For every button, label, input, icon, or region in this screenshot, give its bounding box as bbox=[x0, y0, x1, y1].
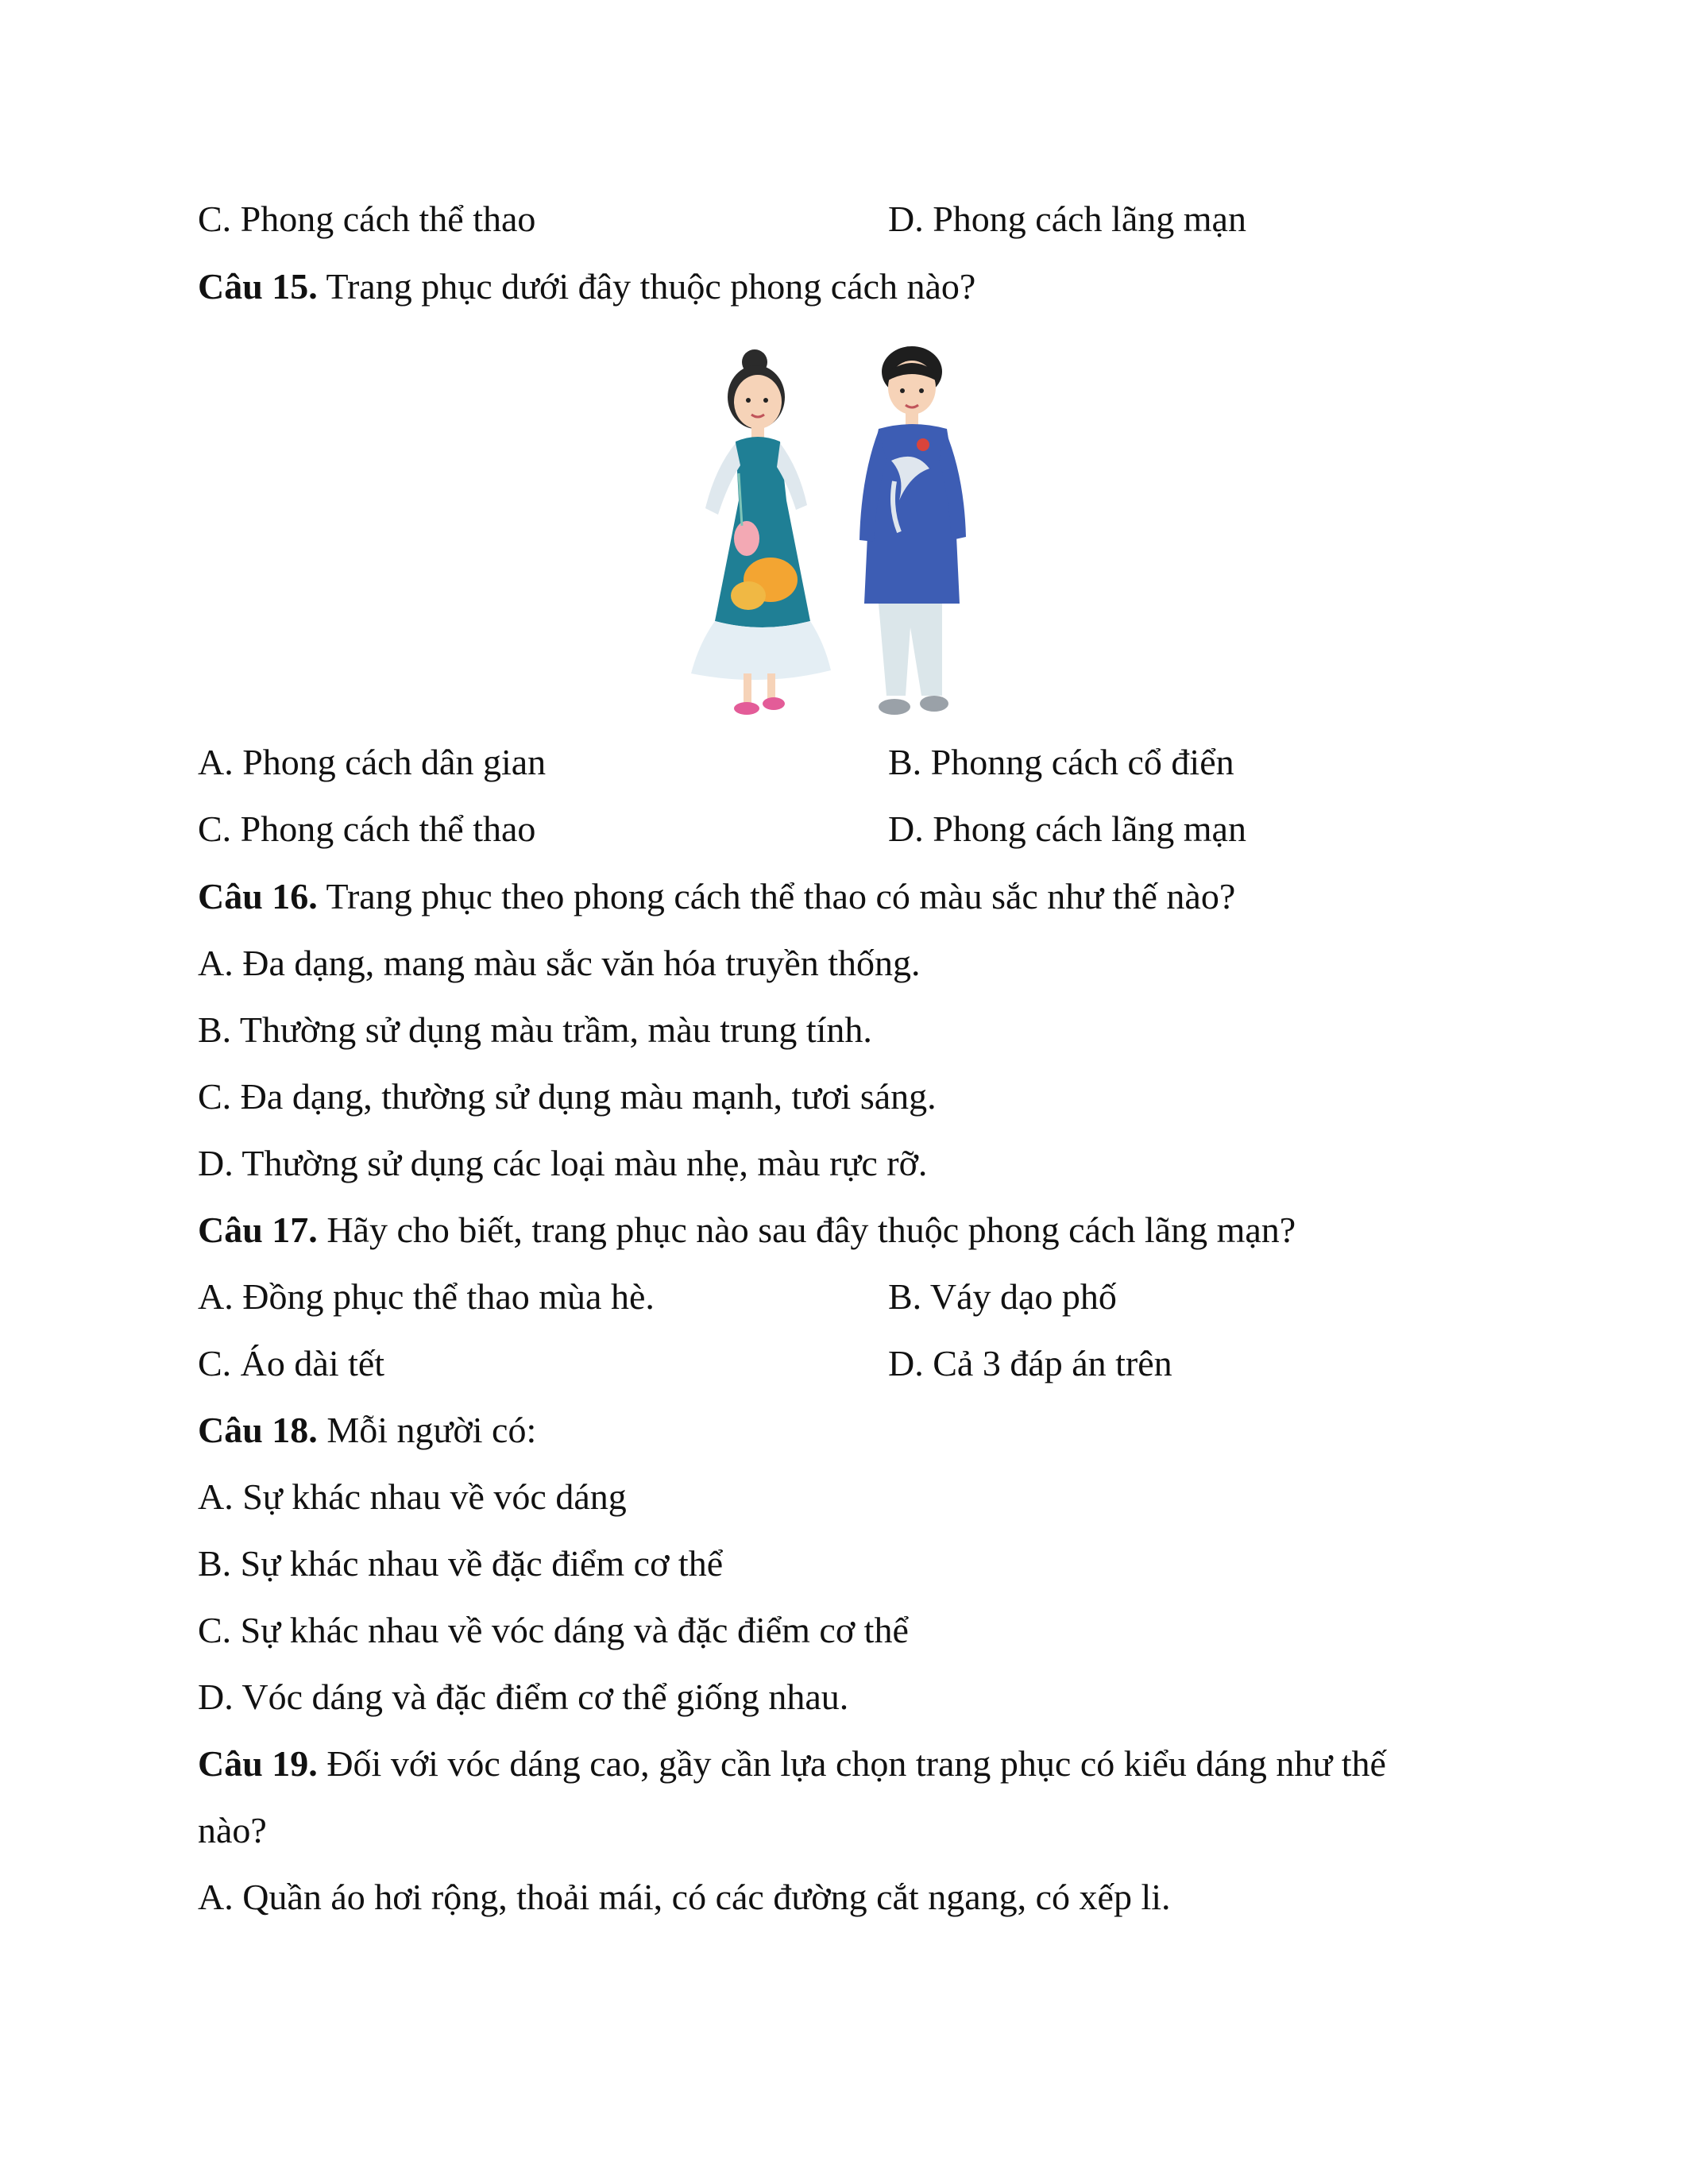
question-17-option-b: B. Váy dạo phố bbox=[888, 1276, 1117, 1317]
question-18-option-a: A. Sự khác nhau về vóc dáng bbox=[198, 1476, 627, 1517]
question-16-option-a: A. Đa dạng, mang màu sắc văn hóa truyền thống. bbox=[198, 943, 921, 983]
question-17-option-c: C. Áo dài tết bbox=[198, 1343, 385, 1383]
question-19-label: Câu 19. bbox=[198, 1743, 318, 1784]
girl-figure bbox=[691, 349, 831, 715]
question-17-text: Hãy cho biết, trang phục nào sau đây thuộc phong cách lãng mạn? bbox=[317, 1210, 1296, 1250]
question-15-text: Trang phục dưới đây thuộc phong cách nào? bbox=[317, 266, 976, 307]
question-18 bbox=[198, 1408, 536, 1453]
question-19-option-a: A. Quần áo hơi rộng, thoải mái, có các đường cắt ngang, có xếp li. bbox=[198, 1877, 1171, 1917]
question-16-option-c: C. Đa dạng, thường sử dụng màu mạnh, tươi sáng. bbox=[198, 1076, 937, 1117]
question-15-option-a: A. Phong cách dân gian bbox=[198, 742, 547, 782]
question-16-option-d: D. Thường sử dụng các loại màu nhẹ, màu rực rỡ. bbox=[198, 1143, 928, 1183]
question-18-option-b: B. Sự khác nhau về đặc điểm cơ thể bbox=[198, 1543, 724, 1584]
question-17-option-d: D. Cả 3 đáp án trên bbox=[888, 1343, 1172, 1383]
boy-figure bbox=[859, 346, 966, 715]
question-15 bbox=[198, 264, 975, 309]
question-16-text: Trang phục theo phong cách thể thao có màu sắc như thế nào? bbox=[317, 876, 1236, 916]
question-18-text: Mỗi người có: bbox=[317, 1410, 537, 1450]
question-18-option-d: D. Vóc dáng và đặc điểm cơ thể giống nhau. bbox=[198, 1677, 849, 1717]
question-18-option-c: C. Sự khác nhau về vóc dáng và đặc điểm cơ thể bbox=[198, 1610, 909, 1650]
question-15-option-d: D. Phong cách lãng mạn bbox=[888, 808, 1246, 849]
option-c-prev: C. Phong cách thể thao bbox=[198, 199, 536, 239]
question-19 bbox=[198, 1742, 1386, 1786]
question-16 bbox=[198, 874, 1235, 919]
ao-dai-illustration bbox=[691, 341, 985, 729]
question-17-label: Câu 17. bbox=[198, 1210, 318, 1250]
question-19-text-line2: nào? bbox=[198, 1810, 267, 1850]
question-17 bbox=[198, 1208, 1296, 1252]
question-17-option-a: A. Đồng phục thể thao mùa hè. bbox=[198, 1276, 655, 1317]
question-15-option-c: C. Phong cách thể thao bbox=[198, 808, 536, 849]
question-16-option-b: B. Thường sử dụng màu trầm, màu trung tính. bbox=[198, 1009, 872, 1050]
question-16-label: Câu 16. bbox=[198, 876, 318, 916]
question-15-option-b: B. Phonng cách cổ điển bbox=[888, 742, 1234, 782]
question-15-label: Câu 15. bbox=[198, 266, 318, 307]
question-19-text-line1: Đối với vóc dáng cao, gầy cần lựa chọn trang phục có kiểu dáng như thế bbox=[317, 1743, 1386, 1784]
question-18-label: Câu 18. bbox=[198, 1410, 318, 1450]
option-d-prev: D. Phong cách lãng mạn bbox=[888, 199, 1246, 239]
